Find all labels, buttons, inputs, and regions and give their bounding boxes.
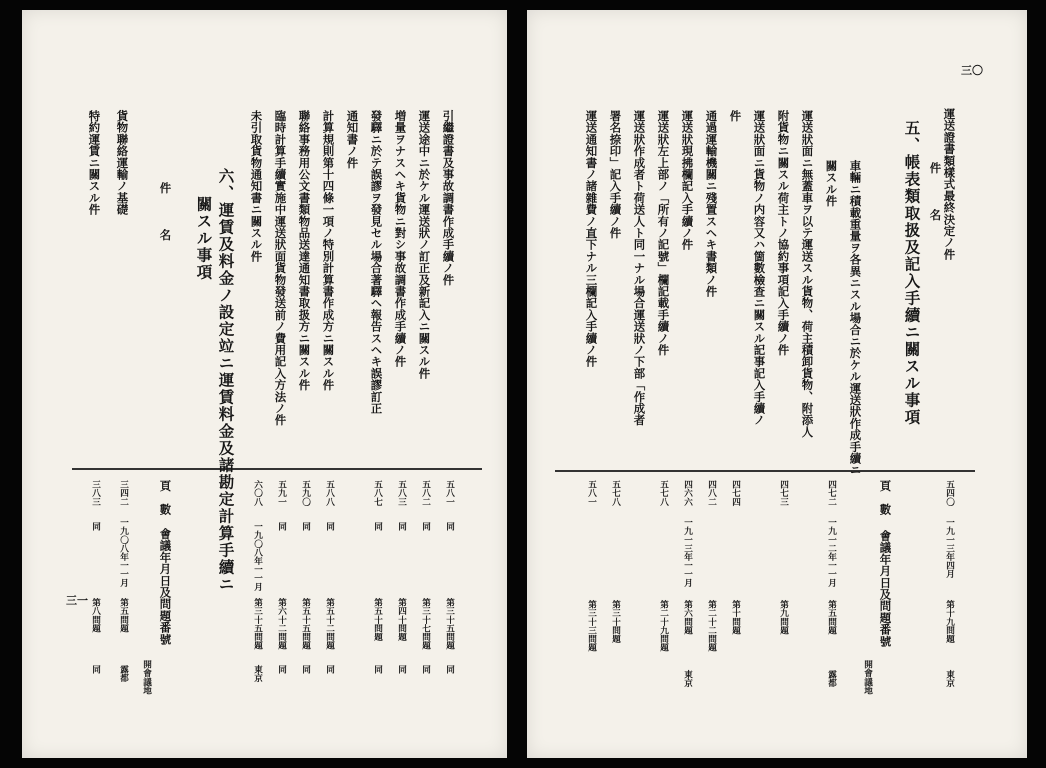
item-date: 一九〇八年一一月	[252, 522, 263, 591]
section-heading-cont: 關スル事項	[194, 196, 214, 281]
item-page: 四八二	[706, 480, 717, 506]
column-header-place: 開會議地	[141, 660, 152, 695]
item-page: 四六六	[682, 480, 693, 506]
item-date: 一九一二年一一月	[826, 518, 837, 587]
item-place: 東京	[252, 665, 263, 683]
item-page: 五八二	[420, 480, 431, 506]
item-page: 五四〇	[944, 480, 955, 506]
item-title: 運送途中ニ於ケル運送狀ノ訂正及新記入ニ關スル件	[417, 110, 432, 380]
divider-rule	[555, 470, 975, 472]
item-session: 第二十二問題	[706, 600, 717, 652]
item-page: 三四二	[118, 480, 129, 506]
item-title: 運送狀作成者ト荷送人ト同一ナル場合運送狀ノ下部「作成者	[632, 110, 647, 426]
column-header-page: 頁 數	[158, 480, 173, 516]
item-page: 五七八	[610, 480, 621, 506]
item-place: 同	[420, 665, 431, 674]
section-heading: 六、運賃及料金ノ設定竝ニ運賃料金及諸勘定計算手續ニ	[216, 168, 236, 593]
item-session: 第三十三問題	[586, 600, 597, 652]
item-place: 東京	[682, 670, 693, 688]
item-place: 同	[276, 665, 287, 674]
item-session: 第五十二問題	[324, 598, 335, 650]
item-page: 五九〇	[300, 480, 311, 506]
item-session: 第五問題	[826, 600, 837, 635]
item-session: 第九問題	[778, 600, 789, 635]
item-page: 五八三	[396, 480, 407, 506]
column-header-meeting: 會議年月日及問題番號	[878, 530, 893, 647]
item-session: 第四十問題	[396, 598, 407, 641]
item-place: 露都	[826, 670, 837, 688]
page-number: 三一	[66, 594, 88, 607]
item-place: 同	[444, 665, 455, 674]
item-date: 一九一三年一一月	[682, 518, 693, 587]
item-title: 件	[728, 110, 743, 122]
item-page: 四七三	[778, 480, 789, 506]
item-title: 増量ヲナスヘキ貨物ニ對シ事故調書作成手續ノ件	[393, 110, 408, 368]
item-page: 五九一	[276, 480, 287, 506]
page-number: 三〇	[961, 64, 983, 77]
item-title: 未引取貨物通知書ニ關スル件	[249, 110, 264, 263]
column-header-page: 頁 數	[878, 480, 893, 516]
item-title: 運送狀左上部ノ「所有ノ記號」欄記載手續ノ件	[656, 110, 671, 356]
item-date: 同	[396, 522, 407, 531]
item-title: 貨物聯絡運輸ノ基礎	[115, 110, 130, 216]
item-title: 車輛ニ積載重量ヲ各異ニスル場合ニ於ケル運送狀作成手續ニ	[848, 160, 863, 476]
item-session: 第十九問題	[944, 600, 955, 643]
item-page: 五八七	[372, 480, 383, 506]
item-date: 一九一三年四月	[944, 518, 955, 579]
item-place: 同	[300, 665, 311, 674]
item-title: 發驛ニ於テ誤謬ヲ發見セル場合著驛ヘ報告スヘキ誤謬訂正	[369, 110, 384, 415]
right-page	[527, 10, 1027, 758]
item-date: 同	[444, 522, 455, 531]
item-place: 同	[90, 665, 101, 674]
item-date: 同	[276, 522, 287, 531]
item-page: 三八三	[90, 480, 101, 506]
item-page: 四七二	[826, 480, 837, 506]
item-place: 同	[324, 665, 335, 674]
section-heading: 五、帳表類取扱及記入手續ニ關スル事項	[902, 120, 922, 426]
item-date: 同	[300, 522, 311, 531]
item-date: 一九〇八年一一月	[118, 518, 129, 587]
item-title: 臨時計算手續實施中運送狀面貨物發送前ノ費用記入方法ノ件	[273, 110, 288, 426]
item-session: 第三十七問題	[420, 598, 431, 650]
column-header-name: 件 名	[928, 162, 943, 221]
item-session: 第十問題	[730, 600, 741, 635]
column-header-meeting: 會議年月日及問題番號	[158, 528, 173, 645]
item-session: 第六問題	[682, 600, 693, 635]
item-session: 第八問題	[90, 598, 101, 633]
left-page	[22, 10, 507, 758]
item-date: 同	[324, 522, 335, 531]
item-title: 聯絡事務用公文書類物品送達通知書取扱方ニ關スル件	[297, 110, 312, 391]
item-title: 特約運賃ニ關スル件	[87, 110, 102, 216]
item-session: 第六十二問題	[276, 598, 287, 650]
item-place: 東京	[944, 670, 955, 688]
item-place: 露都	[118, 665, 129, 683]
item-title: 計算規則第十四條一項ノ特別計算書作成方ニ關スル件	[321, 110, 336, 391]
divider-rule	[72, 468, 482, 470]
item-page: 五七八	[658, 480, 669, 506]
item-date: 同	[90, 522, 101, 531]
item-session: 第二十九問題	[658, 600, 669, 652]
item-session: 第五十問題	[372, 598, 383, 641]
item-title: 署名捺印」記入手續ノ件	[608, 110, 623, 239]
item-session: 第三十問題	[610, 600, 621, 643]
item-date: 同	[420, 522, 431, 531]
item-session: 第五問題	[118, 598, 129, 633]
item-session: 第三十五問題	[252, 598, 263, 650]
column-header-name: 件 名	[158, 182, 173, 241]
item-title: 運送狀現拂欄記入手續ノ件	[680, 110, 695, 251]
item-title: 運送證書類樣式最終決定ノ件	[942, 108, 957, 261]
item-page: 五八八	[324, 480, 335, 506]
item-title: 運送通知書ノ諸雜費ノ直下ナル三欄記入手續ノ件	[584, 110, 599, 368]
item-title: 引繼證書及事故調書作成手續ノ件	[441, 110, 456, 286]
item-place: 同	[372, 665, 383, 674]
item-title: 運送狀面ニ貨物ノ内容又ハ箇數檢査ニ關スル記事記入手續ノ	[752, 110, 767, 426]
item-title: 關スル件	[824, 160, 839, 207]
item-session: 第五十五問題	[300, 598, 311, 650]
item-session: 第三十五問題	[444, 598, 455, 650]
item-title: 通過運輸機關ニ殘置スヘキ書類ノ件	[704, 110, 719, 298]
item-page: 四七四	[730, 480, 741, 506]
item-place: 同	[396, 665, 407, 674]
item-title: 附貨物ニ關スル荷主トノ協約事項記入手續ノ件	[776, 110, 791, 356]
item-page: 五八一	[586, 480, 597, 506]
item-title: 通知書ノ件	[345, 110, 360, 169]
item-date: 同	[372, 522, 383, 531]
item-page: 五八一	[444, 480, 455, 506]
item-title: 運送狀面ニ無蓋車ヲ以テ運送スル貨物、荷主積卸貨物、附添人	[800, 110, 815, 438]
item-page: 六〇八	[252, 480, 263, 506]
column-header-place: 開會議地	[862, 660, 873, 695]
